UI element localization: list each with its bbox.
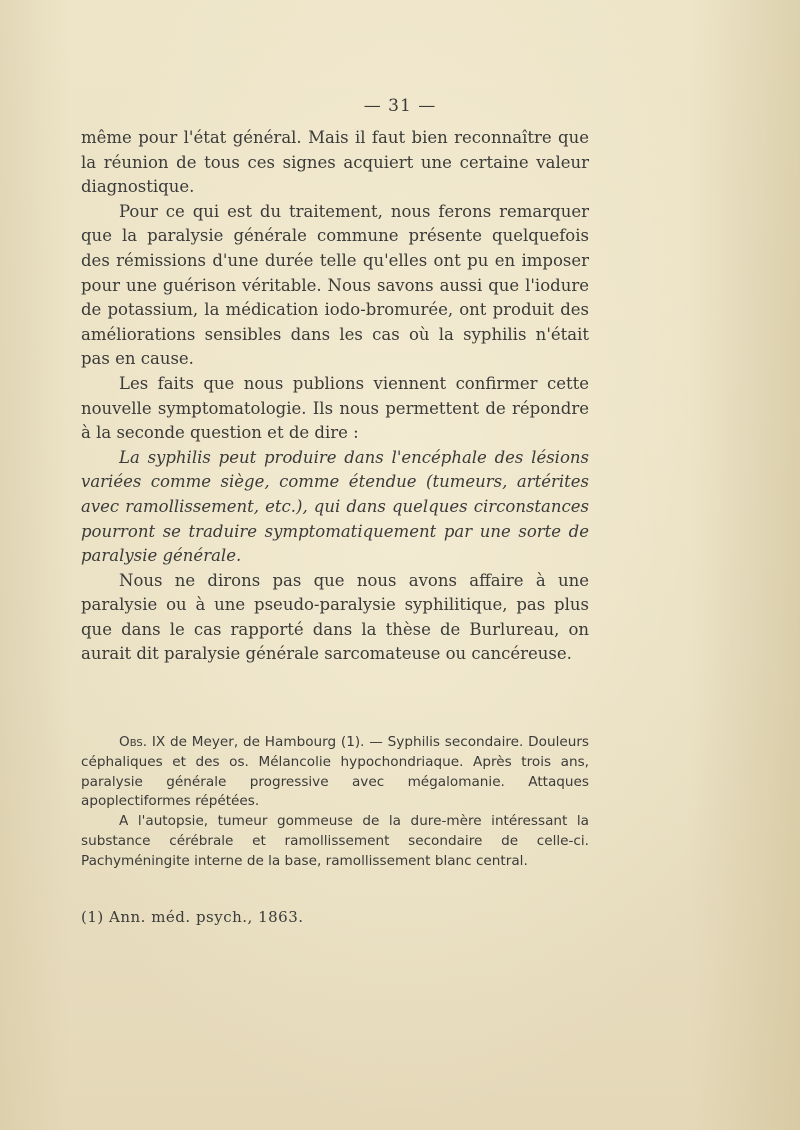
page-number: — 31 — xyxy=(363,96,437,116)
paragraph-5: Nous ne dirons pas que nous avons affaire à une paralysie ou à une pseudo-paralysie syphilitique, pas plus que dans le cas rapporté dans la thèse de Burlureau, on aurait dit paralysie générale sarcomateuse ou cancéreuse. xyxy=(81,570,589,664)
paragraph-1: même pour l'état général. Mais il faut bien reconnaître que la réunion de tous ces signes acquiert une certaine valeur diagnostique. xyxy=(81,128,589,197)
footnote: (1) Ann. méd. psych., 1863. xyxy=(81,908,304,926)
observation-block xyxy=(81,733,589,872)
observation-text: IX de Meyer, de Hambourg (1). — Syphilis secondaire. Douleurs céphaliques et des os. Mélancolie hypochondriaque. Après trois ans, paralysie générale progressive avec mégalomanie. Attaques apoplectiformes répétées. xyxy=(81,734,589,810)
page-edge-shadow-left xyxy=(0,0,70,1130)
observation-heading xyxy=(81,733,589,812)
observation-label: Obs. xyxy=(119,734,148,750)
paragraph-4-conclusion: La syphilis peut produire dans l'encéphale des lésions variées comme siège, comme étendue (tumeurs, artérites avec ramollissement, etc.), qui dans quelques circonstances pourront se traduire symptomatiquement par une sorte de paralysie générale. xyxy=(81,447,589,566)
paragraph-2: Pour ce qui est du traitement, nous ferons remarquer que la paralysie générale commune présente quelquefois des rémissions d'une durée telle qu'elles ont pu en imposer pour une guérison véritable. Nous savons aussi que l'iodure de potassium, la médication iodo-bromurée, ont produit des améliorations sensibles dans les cas où la syphilis n'était pas en cause. xyxy=(81,201,589,369)
main-text xyxy=(81,126,589,667)
paragraph-3: Les faits que nous publions viennent confirmer cette nouvelle symptomatologie. Ils nous permettent de répondre à la seconde question et de dire : xyxy=(81,373,589,443)
observation-autopsy: A l'autopsie, tumeur gommeuse de la dure-mère intéressant la substance cérébrale et ramollissement secondaire de celle-ci. Pachyméningite interne de la base, ramollissement blanc central. xyxy=(81,813,589,869)
page-edge-shadow-right xyxy=(690,0,800,1130)
